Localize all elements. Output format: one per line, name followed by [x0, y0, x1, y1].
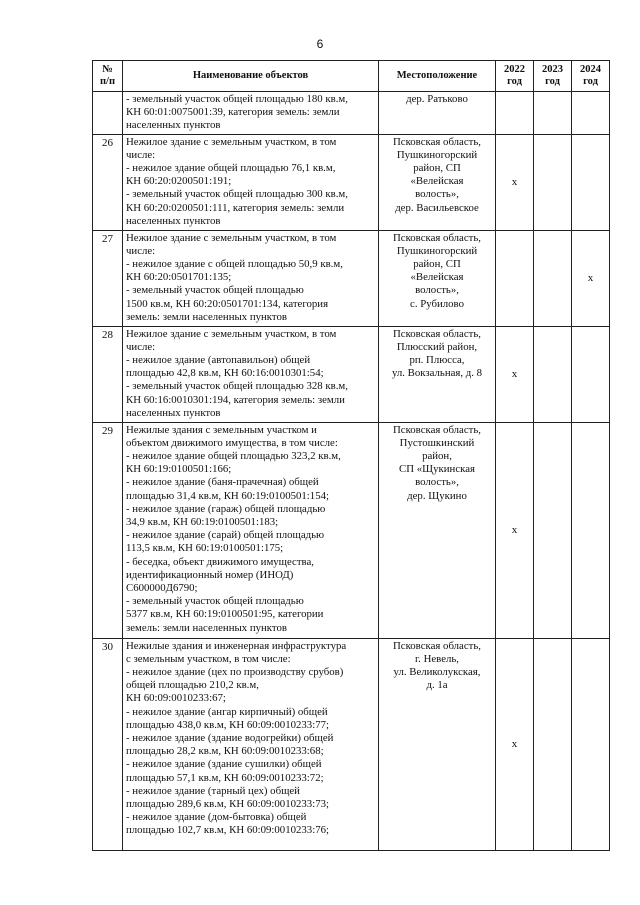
objects-table	[92, 60, 610, 851]
location-line: Плюсский район,	[396, 340, 478, 353]
year-2024-mark	[572, 422, 610, 638]
object-name-line: 5377 кв.м, КН 60:19:0100501:95, категории	[126, 608, 324, 621]
location-line: Псковская область,	[393, 639, 481, 652]
object-name-line: КН 60:20:0501701:135;	[126, 271, 232, 284]
object-name-line: числе:	[126, 148, 156, 161]
header-num-line: п/п	[99, 76, 116, 87]
location-line: Псковская область,	[393, 423, 481, 436]
header-name: Наименование объектов	[123, 61, 379, 92]
object-name-line: - нежилое здание (ангар кирпичный) общей	[126, 705, 328, 718]
header-num	[93, 61, 123, 92]
location-line: волость»,	[415, 284, 459, 297]
year-2022-mark: x	[496, 638, 534, 850]
year-2023-mark	[534, 92, 572, 135]
location-cell	[379, 92, 496, 135]
object-name-line: идентификационный номер (ИНОД)	[126, 568, 294, 581]
location-line: Псковская область,	[393, 231, 481, 244]
row-number: 30	[93, 638, 123, 850]
location-line: г. Невель,	[414, 652, 460, 665]
object-name-line: - нежилое здание (дом-бытовка) общей	[126, 811, 307, 824]
object-name-line: Нежилое здание с земельным участком, в том	[126, 231, 337, 244]
table-header-row	[93, 61, 610, 92]
year-2022-mark	[496, 230, 534, 326]
table-row	[93, 638, 610, 850]
object-name-line: КН 60:19:0100501:166;	[126, 463, 232, 476]
row-number: 27	[93, 230, 123, 326]
year-2022-mark: x	[496, 326, 534, 422]
location-line: волость»,	[415, 476, 459, 489]
table-row	[93, 326, 610, 422]
row-number	[93, 92, 123, 135]
location-line: Пушкиногорский	[396, 148, 478, 161]
object-name-line: с земельным участком, в том числе:	[126, 652, 291, 665]
object-name-line: - нежилое здание (тарный цех) общей	[126, 784, 300, 797]
year-2024-mark	[572, 134, 610, 230]
object-name-line: населенных пунктов	[126, 406, 221, 419]
location-line: Пустошкинский	[399, 436, 475, 449]
object-name-line: 1500 кв.м, КН 60:20:0501701:134, категория	[126, 297, 329, 310]
year-2024-mark	[572, 92, 610, 135]
object-name-line: Нежилое здание с земельным участком, в том	[126, 135, 337, 148]
row-number: 29	[93, 422, 123, 638]
object-name-cell	[123, 422, 379, 638]
location-cell	[379, 326, 496, 422]
table-row	[93, 92, 610, 135]
object-name-line: - нежилое здание общей площадью 76,1 кв.м,	[126, 162, 336, 175]
location-line: с. Рубилово	[410, 297, 464, 310]
location-line: район, СП	[413, 258, 461, 271]
object-name-line: - нежилое здание (баня-прачечная) общей	[126, 476, 319, 489]
object-name-line: - земельный участок общей площадью	[126, 595, 304, 608]
object-name-line: - нежилое здание (сарай) общей площадью	[126, 529, 325, 542]
year-2022-mark	[496, 92, 534, 135]
object-name-line: Нежилые здания с земельным участком и	[126, 423, 317, 436]
location-cell	[379, 638, 496, 850]
location-line: Псковская область,	[393, 327, 481, 340]
object-name-line: С600000Д6790;	[126, 582, 198, 595]
table-row	[93, 422, 610, 638]
location-line: район,	[422, 450, 452, 463]
location-line: СП «Щукинская	[399, 463, 475, 476]
row-number: 28	[93, 326, 123, 422]
object-name-line: КН 60:16:0010301:194, категория земель: земли	[126, 393, 345, 406]
object-name-line: площадью 57,1 кв.м, КН 60:09:0010233:72;	[126, 771, 324, 784]
location-line: «Велейская	[410, 271, 464, 284]
object-name-line: Нежилые здания и инженерная инфраструктура	[126, 639, 347, 652]
header-num-line: №	[102, 64, 113, 75]
object-name-line: земель: земли населенных пунктов	[126, 621, 287, 634]
year-2023-mark	[534, 134, 572, 230]
header-year-2023: 2023 год	[534, 61, 572, 92]
object-name-line: площадью 102,7 кв.м, КН 60:09:0010233:76;	[126, 824, 329, 837]
object-name-cell	[123, 134, 379, 230]
object-name-cell	[123, 230, 379, 326]
year-2023-mark	[534, 638, 572, 850]
year-2023-mark	[534, 326, 572, 422]
object-name-line: 113,5 кв.м, КН 60:19:0100501:175;	[126, 542, 284, 555]
year-2024-mark: x	[572, 230, 610, 326]
object-name-line: площадью 289,6 кв.м, КН 60:09:0010233:73;	[126, 798, 329, 811]
object-name-line: КН 60:20:0200501:111, категория земель: земли	[126, 201, 345, 214]
object-name-cell	[123, 638, 379, 850]
object-name-line: 34,9 кв.м, КН 60:19:0100501:183;	[126, 516, 279, 529]
object-name-line: - земельный участок общей площадью 180 кв.м,	[126, 93, 348, 105]
header-year-2024: 2024 год	[572, 61, 610, 92]
year-2024-mark	[572, 638, 610, 850]
object-name-line: - нежилое здание (автопавильон) общей	[126, 354, 311, 367]
location-line: «Велейская	[410, 175, 464, 188]
object-name-line: населенных пунктов	[126, 214, 221, 227]
location-line: дер. Васильевское	[395, 201, 479, 214]
row-number: 26	[93, 134, 123, 230]
location-line: д. 1а	[426, 679, 448, 692]
location-cell	[379, 230, 496, 326]
location-line: дер. Щукино	[407, 489, 467, 502]
location-line: район, СП	[413, 162, 461, 175]
year-2024-mark	[572, 326, 610, 422]
object-name-line: - нежилое здание (цех по производству срубов)	[126, 666, 344, 679]
object-name-line: населенных пунктов	[126, 119, 221, 132]
location-line: Псковская область,	[393, 135, 481, 148]
object-name-line: - нежилое здание общей площадью 323,2 кв.м,	[126, 450, 341, 463]
object-name-line: площадью 438,0 кв.м, КН 60:09:0010233:77;	[126, 718, 329, 731]
object-name-line: объектом движимого имущества, в том числе:	[126, 436, 338, 449]
year-2022-mark: x	[496, 134, 534, 230]
object-name-line: - нежилое здание (гараж) общей площадью	[126, 502, 326, 515]
location-line: Пушкиногорский	[396, 244, 478, 257]
object-name-line: - земельный участок общей площадью	[126, 284, 304, 297]
year-2023-mark	[534, 230, 572, 326]
year-2022-mark: x	[496, 422, 534, 638]
object-name-line: площадью 28,2 кв.м, КН 60:09:0010233:68;	[126, 745, 324, 758]
object-name-line: КН 60:20:0200501:191;	[126, 175, 232, 188]
object-name-line: - земельный участок общей площадью 300 кв.м,	[126, 188, 348, 201]
table-row	[93, 134, 610, 230]
location-cell	[379, 422, 496, 638]
object-name-line: площадью 31,4 кв.м, КН 60:19:0100501:154;	[126, 489, 329, 502]
object-name-line: общей площадью 210,2 кв.м,	[126, 679, 259, 692]
table-row	[93, 230, 610, 326]
year-2023-mark	[534, 422, 572, 638]
header-location: Местоположение	[379, 61, 496, 92]
object-name-line: числе:	[126, 244, 156, 257]
object-name-cell	[123, 326, 379, 422]
object-name-line: земель: земли населенных пунктов	[126, 310, 287, 323]
location-cell	[379, 134, 496, 230]
header-year-2022: 2022 год	[496, 61, 534, 92]
object-name-line: - нежилое здание (здание водогрейки) общей	[126, 732, 334, 745]
object-name-line: Нежилое здание с земельным участком, в том	[126, 327, 337, 340]
location-line: дер. Ратьково	[406, 93, 468, 105]
location-line: волость»,	[415, 188, 459, 201]
object-name-line: - нежилое здание с общей площадью 50,9 кв.м,	[126, 258, 343, 271]
location-line: ул. Великолукская,	[393, 666, 481, 679]
location-line: рп. Плюсса,	[409, 354, 465, 367]
object-name-line: - земельный участок общей площадью 328 кв.м,	[126, 380, 348, 393]
object-name-cell	[123, 92, 379, 135]
object-name-line: - беседка, объект движимого имущества,	[126, 555, 315, 568]
object-name-line: площадью 42,8 кв.м, КН 60:16:0010301:54;	[126, 367, 324, 380]
object-name-line: КН 60:01:0075001:39, категория земель: земли	[126, 106, 340, 119]
location-line: ул. Вокзальная, д. 8	[391, 367, 483, 380]
object-name-line: - нежилое здание (здание сушилки) общей	[126, 758, 322, 771]
object-name-line: числе:	[126, 340, 156, 353]
object-name-line: КН 60:09:0010233:67;	[126, 692, 226, 705]
page-number: 6	[316, 37, 324, 51]
